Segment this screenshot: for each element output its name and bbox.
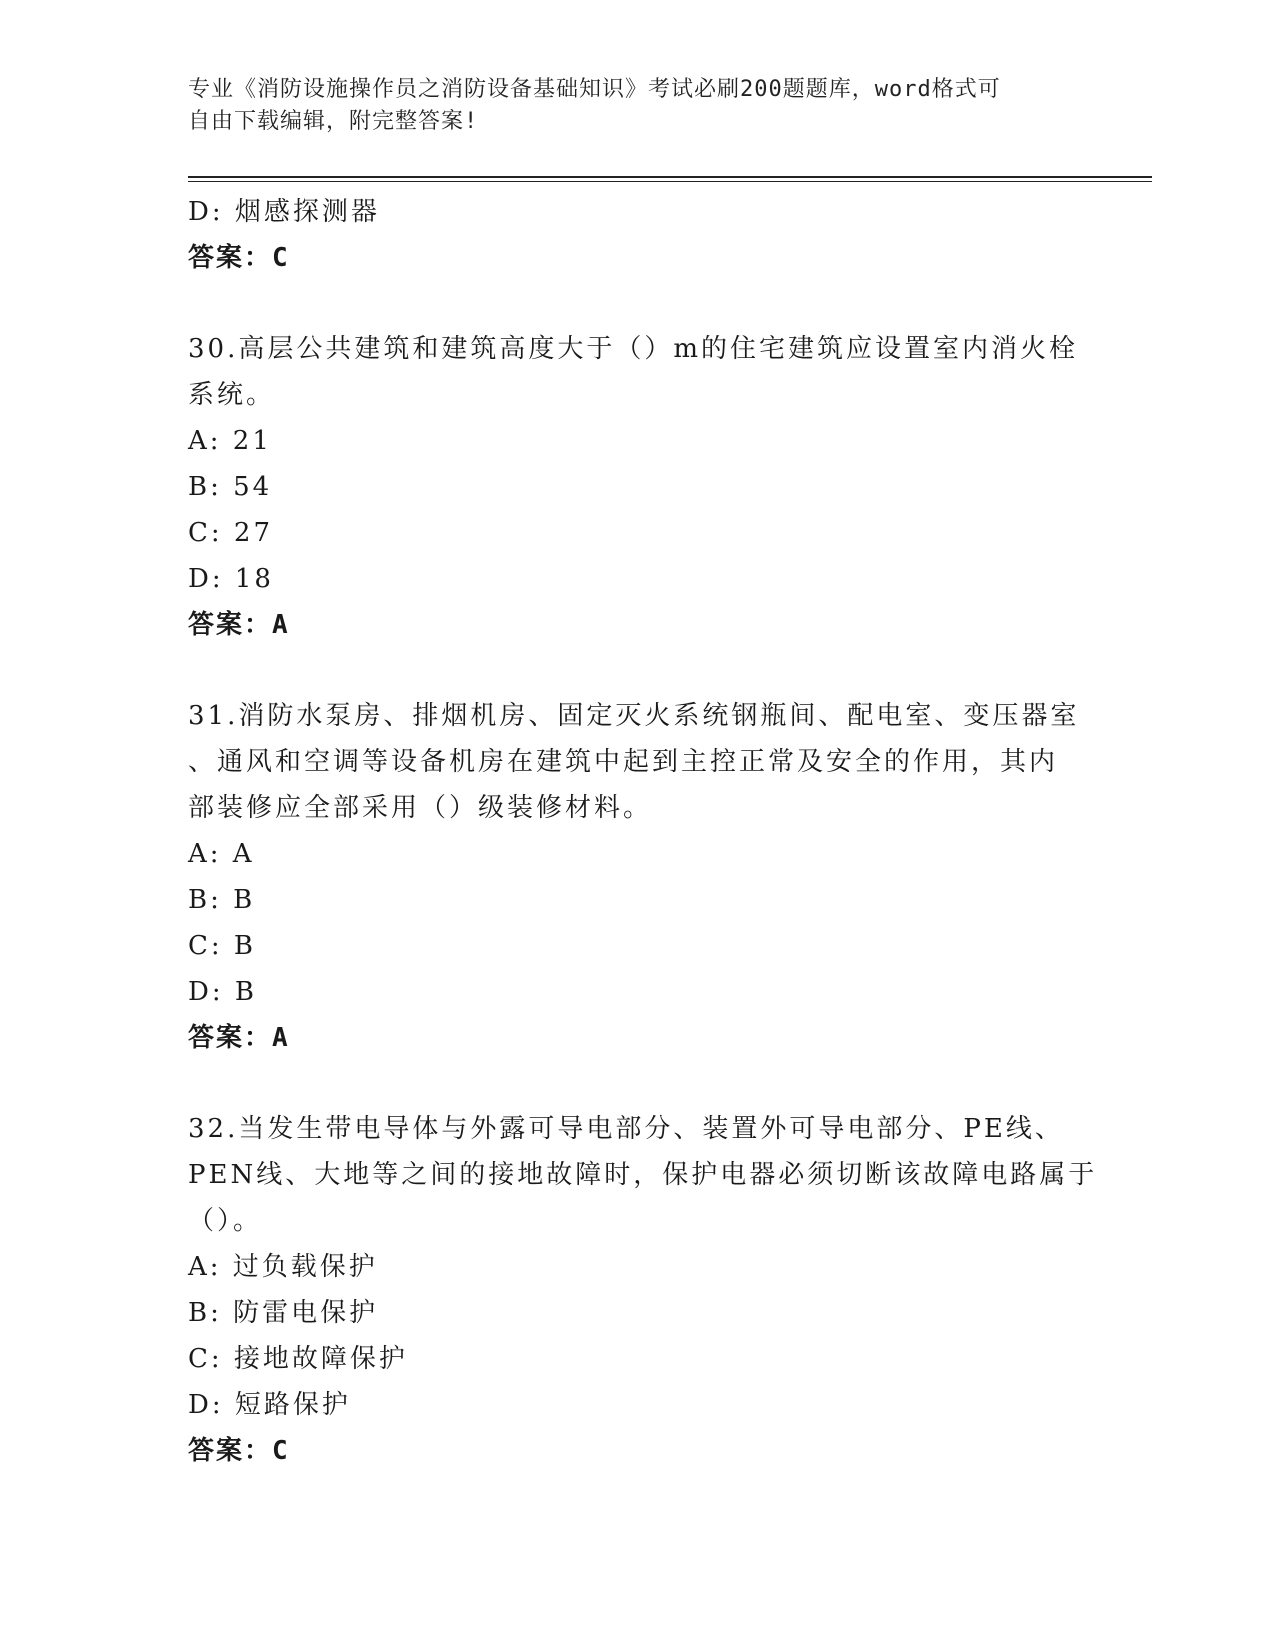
option-c: C: 接地故障保护 <box>188 1344 408 1374</box>
document-header <box>188 74 1088 138</box>
answer-line: 答案：A <box>188 610 290 640</box>
question-31 <box>188 693 1088 1061</box>
header-divider <box>188 176 1152 182</box>
option-d: D: 18 <box>188 564 274 594</box>
option-d: D: 烟感探测器 <box>188 197 380 227</box>
question-list <box>188 189 1098 1474</box>
question-stem-line: 30.高层公共建筑和建筑高度大于（）m的住宅建筑应设置室内消火栓 <box>188 334 1079 364</box>
option-d: D: B <box>188 977 257 1007</box>
question-stem-line: 31.消防水泵房、排烟机房、固定灭火系统钢瓶间、配电室、变压器室 <box>188 701 1080 731</box>
answer-line: 答案：C <box>188 1436 290 1466</box>
header-title-line-1: 专业《消防设施操作员之消防设备基础知识》考试必刷200题题库，word格式可 <box>188 77 1001 102</box>
header-title-line-2: 自由下载编辑，附完整答案! <box>188 109 479 134</box>
option-c: C: B <box>188 931 257 961</box>
option-a: A: A <box>188 839 255 869</box>
option-d: D: 短路保护 <box>188 1390 351 1420</box>
question-stem-line: 32.当发生带电导体与外露可导电部分、装置外可导电部分、PE线、 <box>188 1114 1064 1144</box>
option-c: C: 27 <box>188 518 274 548</box>
question-stem-line: 部装修应全部采用（）级装修材料。 <box>188 793 653 823</box>
question-stem-line: 系统。 <box>188 380 276 410</box>
question-stem-line: （）。 <box>188 1206 263 1236</box>
question-stem-line: 、通风和空调等设备机房在建筑中起到主控正常及安全的作用，其内 <box>188 747 1059 777</box>
answer-line: 答案：C <box>188 243 290 273</box>
question-30 <box>188 326 1088 648</box>
option-b: B: B <box>188 885 256 915</box>
answer-line: 答案：A <box>188 1023 290 1053</box>
option-b: B: 防雷电保护 <box>188 1298 379 1328</box>
previous-question-tail <box>188 189 1088 281</box>
question-32 <box>188 1106 1098 1474</box>
option-a: A: 21 <box>188 426 272 456</box>
question-stem-line: PEN线、大地等之间的接地故障时，保护电器必须切断该故障电路属于 <box>188 1160 1098 1190</box>
option-b: B: 54 <box>188 472 273 502</box>
option-a: A: 过负载保护 <box>188 1252 378 1282</box>
